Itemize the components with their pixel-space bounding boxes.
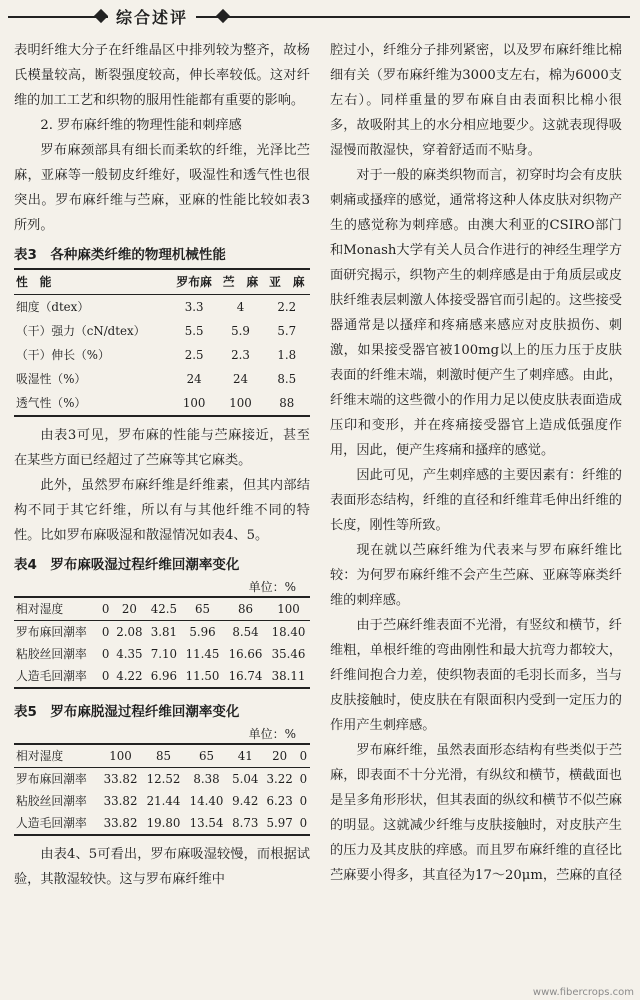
table4-unit: 单位：%: [248, 580, 296, 594]
table-cell: 1.8: [277, 348, 297, 362]
table-cell: 5.96: [189, 625, 216, 639]
table5-title: 表5 罗布麻脱湿过程纤维回潮率变化: [14, 704, 240, 720]
table-header-cell: 41: [237, 749, 253, 763]
table-cell: 24: [232, 372, 248, 386]
paragraph: 因此可见，产生刺痒感的主要因素有：纤维的表面形态结构，纤维的直径和纤维茸毛伸出纤维的长度，刚性等所致。: [330, 468, 622, 533]
table-cell: 2.08: [116, 625, 143, 639]
table-cell: 11.50: [185, 669, 220, 683]
paragraph: 表明纤维大分子在纤维晶区中排列较为整齐，故杨氏模量较高，断裂强度较高，伸长率较低。这对纤维的加工工艺和织物的服用性能都有重要的影响。: [14, 43, 310, 108]
table-cell: 罗布麻回潮率: [16, 772, 87, 786]
right-column: [330, 38, 622, 888]
table5: [14, 743, 310, 836]
table-cell: 4.22: [116, 669, 143, 683]
section-header: [8, 2, 630, 32]
table-cell: 人造毛回潮率: [16, 816, 87, 830]
table-cell: 5.5: [184, 324, 204, 338]
paragraph: 罗布麻纤维，虽然表面形态结构有些类似于苎麻，即表面不十分光滑，有纵纹和横节，横截面也是呈多角形形状，但其表面的纵纹和横节不似苎麻的明显。这就减少纤维与皮肤接触时，对皮肤产生的压力及其皮肤的痒感。而且罗布麻纤维的直径比苎麻要小得多，其直径为17～20μm，苎麻的直径: [330, 743, 623, 883]
paragraph: 由表3可见，罗布麻的性能与苎麻接近，甚至在某些方面已经超过了苎麻等其它麻类。: [14, 428, 310, 468]
table-cell: 38.11: [271, 669, 306, 683]
table-row: [14, 319, 310, 343]
table-header-cell: 罗布麻: [176, 275, 212, 289]
table-header-row: [14, 269, 310, 295]
table-cell: 3.22: [266, 772, 293, 786]
table-row: [14, 665, 310, 688]
diamond-icon: [94, 9, 108, 23]
paragraph: 由表4、5可看出，罗布麻吸湿较慢，而根据试验，其散湿较快。这与罗布麻纤维中: [14, 847, 310, 887]
table-row: [14, 768, 310, 791]
table-cell: 21.44: [146, 794, 181, 808]
table-header-cell: 65: [195, 602, 211, 616]
table5-unit: 单位：%: [248, 727, 296, 741]
table-header-cell: 20: [121, 602, 137, 616]
table-cell: 0: [299, 794, 308, 808]
table-cell: 11.45: [185, 647, 220, 661]
table-cell: 100: [229, 396, 252, 410]
table-header-cell: 100: [109, 749, 132, 763]
table-cell: 4.35: [116, 647, 143, 661]
table-cell: 粘胶丝回潮率: [16, 794, 87, 808]
diamond-icon: [216, 9, 230, 23]
table4-title: 表4 罗布麻吸湿过程纤维回潮率变化: [14, 557, 240, 573]
table-row: [14, 391, 310, 416]
table-cell: 16.66: [228, 647, 263, 661]
paragraph: 腔过小，纤维分子排列紧密，以及罗布麻纤维比棉细有关（罗布麻纤维为3000支左右，棉为6000支左右）。同样重量的罗布麻自由表面积比棉小很多，故吸附其上的水分相应地要少。这就表现得吸湿慢而散湿快，穿着舒适而不贴身。: [330, 43, 622, 158]
table-header-cell: 0: [101, 602, 110, 616]
table-cell: 8.38: [193, 772, 220, 786]
table4: [14, 596, 310, 689]
table-cell: 5.04: [232, 772, 259, 786]
watermark: www.fibercrops.com: [532, 987, 634, 998]
table-cell: 33.82: [103, 772, 138, 786]
table-cell: 16.74: [228, 669, 263, 683]
table-cell: 33.82: [103, 816, 138, 830]
table-header-cell: 性 能: [16, 275, 52, 289]
table-cell: 24: [186, 372, 202, 386]
table-header-cell: 42.5: [150, 602, 177, 616]
table-cell: 5.9: [231, 324, 250, 338]
table-header-cell: 100: [277, 602, 300, 616]
table-cell: 人造毛回潮率: [16, 669, 87, 683]
table-cell: 18.40: [271, 625, 306, 639]
table-cell: 8.54: [232, 625, 259, 639]
table-cell: 吸湿性（%）: [16, 372, 87, 386]
table-cell: 4: [236, 300, 245, 314]
table-cell: 罗布麻回潮率: [16, 625, 87, 639]
left-column: [14, 38, 310, 892]
table-cell: 19.80: [146, 816, 181, 830]
table3: [14, 268, 310, 417]
table-row: [14, 295, 310, 320]
table-cell: 6.96: [150, 669, 177, 683]
paragraph: 此外，虽然罗布麻纤维是纤维素，但其内部结构不同于其它纤维，所以有与其他纤维不同的特性。比如罗布麻吸湿和散湿情况如表4、5。: [14, 478, 310, 543]
section-label: 综合述评: [108, 5, 196, 28]
table-cell: 5.7: [277, 324, 297, 338]
table-row: [14, 643, 310, 665]
table-cell: 3.81: [150, 625, 177, 639]
table-header-cell: 相对湿度: [16, 749, 64, 763]
paragraph: 对于一般的麻类织物而言，初穿时均会有皮肤刺痛或搔痒的感觉，通常将这种人体皮肤对织物产生的感觉称为刺痒感。由澳大利亚的CSIRO部门和Monash大学有关人员合作进行的神经生理学方面研究揭示，织物产生的刺痒感是由于角质层或皮肤纤维表层刺激人体接受器官而引起的。这些接受器通常是以搔痒和疼痛感来感应对皮肤损伤、刺激，如果接受器官被100mg以上的压力压于皮肤表面的纤维末端，刺激时便产生了刺痒感。由此，纤维末端的这些微小的作用力足以使皮肤表面造成压印和变形，并在疼痛接受器官上造成低强度作用，因此，便产生疼痛和搔痒的感觉。: [330, 168, 622, 458]
table-header-cell: 0: [299, 749, 308, 763]
table-cell: 粘胶丝回潮率: [16, 647, 87, 661]
table-cell: 透气性（%）: [16, 396, 87, 410]
table-header-cell: 相对湿度: [16, 602, 64, 616]
table-cell: 2.2: [277, 300, 297, 314]
table-cell: 6.23: [266, 794, 293, 808]
table-row: [14, 367, 310, 391]
table-cell: 88: [279, 396, 295, 410]
table-header-row: [14, 744, 310, 768]
table-row: [14, 343, 310, 367]
table-cell: 2.5: [184, 348, 204, 362]
table-cell: 100: [182, 396, 206, 410]
table-cell: 8.5: [277, 372, 297, 386]
table-cell: 12.52: [146, 772, 181, 786]
table-header-row: [14, 597, 310, 621]
table-cell: 0: [101, 647, 110, 661]
table-row: [14, 621, 310, 644]
paragraph: 由于苎麻纤维表面不光滑，有竖纹和横节，纤维粗，单根纤维的弯曲刚性和最大抗弯力都较大，纤维间抱合力差，使织物表面的毛羽长而多，当与皮肤接触时，使皮肤在有限面积内受到一定压力的作用产生刺痒感。: [330, 618, 622, 733]
table-header-cell: 85: [156, 749, 172, 763]
table-cell: 0: [101, 625, 110, 639]
table3-title: 表3 各种麻类纤维的物理机械性能: [14, 247, 226, 263]
table-header-cell: 苎 麻: [222, 275, 259, 289]
table-cell: 5.97: [266, 816, 293, 830]
table-cell: 3.3: [184, 300, 204, 314]
table-cell: （干）伸长（%）: [16, 348, 110, 362]
table-cell: 35.46: [271, 647, 306, 661]
table-cell: 0: [299, 816, 308, 830]
table-header-cell: 86: [237, 602, 253, 616]
table-row: [14, 790, 310, 812]
table-row: [14, 812, 310, 835]
table-header-cell: 20: [272, 749, 288, 763]
table-cell: （干）强力（cN/dtex）: [16, 324, 146, 338]
section-heading: 2. 罗布麻纤维的物理性能和刺痒感: [40, 118, 242, 133]
table-cell: 细度（dtex）: [16, 300, 90, 314]
table-cell: 9.42: [232, 794, 259, 808]
table-cell: 13.54: [189, 816, 224, 830]
table-header-cell: 65: [198, 749, 214, 763]
table-cell: 7.10: [150, 647, 177, 661]
paragraph: 罗布麻颈部具有细长而柔软的纤维，光泽比苎麻，亚麻等一般韧皮纤维好，吸湿性和透气性也很突出。罗布麻纤维与苎麻，亚麻的性能比较如表3所列。: [14, 143, 310, 233]
table-cell: 33.82: [103, 794, 138, 808]
paragraph: 现在就以苎麻纤维为代表来与罗布麻纤维比较：为何罗布麻纤维不会产生苎麻、亚麻等麻类纤维的刺痒感。: [330, 543, 622, 608]
table-cell: 14.40: [189, 794, 224, 808]
table-cell: 2.3: [231, 348, 250, 362]
table-header-cell: 亚 麻: [269, 275, 305, 289]
table-cell: 0: [101, 669, 110, 683]
table-cell: 8.73: [232, 816, 259, 830]
table-cell: 0: [299, 772, 308, 786]
